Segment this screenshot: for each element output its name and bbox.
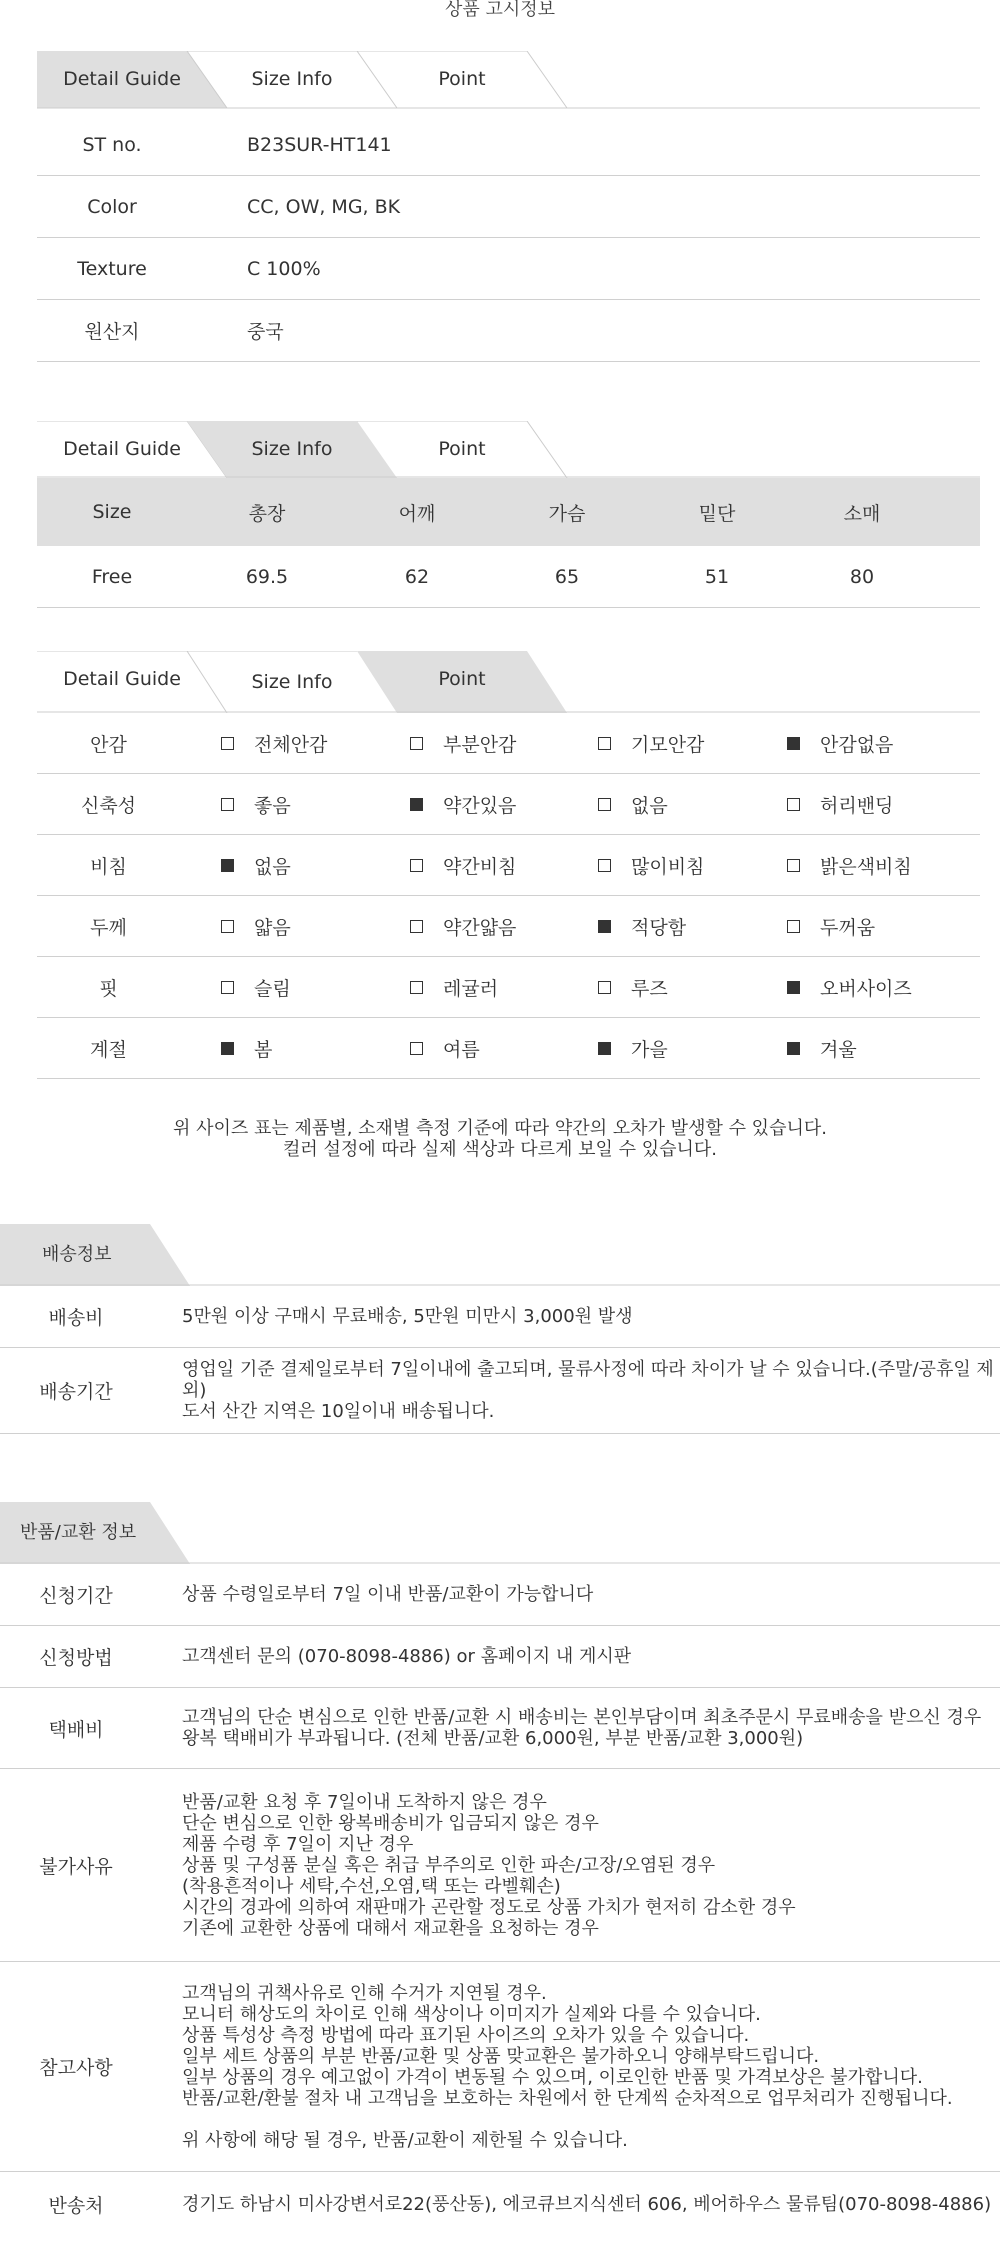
info-key: 택배비 [48,1718,104,1741]
point-option-label: 약간비침 [443,855,517,878]
size-table-row [37,546,980,608]
checked-box-icon [598,920,611,933]
checked-box-icon [221,1042,234,1055]
point-option-label: 부분안감 [443,733,517,756]
info-row [0,1769,1000,1962]
point-option [221,791,291,818]
point-row [37,835,980,896]
point-option [598,913,686,940]
detail-value: CC, OW, MG, BK [247,195,401,218]
size-cell: 51 [704,565,730,588]
unchecked-box-icon [221,798,234,811]
point-option-label: 적당함 [631,916,687,939]
point-key: 안감 [90,733,127,756]
point-row [37,896,980,957]
point-option-label: 루즈 [631,977,668,1000]
size-header-cell: 가슴 [548,502,586,525]
point-option [410,1035,480,1062]
point-option [410,974,498,1001]
point-option-label: 겨울 [820,1038,857,1061]
returns-title: 반품/교환 정보 [20,1522,137,1543]
size-note-2: 컬러 설정에 따라 실제 색상과 다르게 보일 수 있습니다. [282,1139,718,1160]
point-option-label: 약간있음 [443,794,517,817]
header-shape [0,1502,1000,1564]
detail-value: C 100% [247,257,321,280]
point-option-label: 많이비침 [631,855,705,878]
info-row [0,1348,1000,1434]
point-key: 비침 [90,855,127,878]
detail-key: Texture [77,257,147,280]
page-title: 상품 고시정보 [444,0,556,20]
point-section [37,651,980,1079]
detail-row [37,114,980,176]
point-option [598,1035,668,1062]
point-option [787,791,893,818]
point-option [787,852,912,879]
info-key: 신청방법 [39,1647,113,1669]
unchecked-box-icon [410,1042,423,1055]
detail-guide-section [37,51,980,362]
info-value: 고객님의 단순 변심으로 인한 반품/교환 시 배송비는 본인부담이며 최초주문시 무료배송을 받으신 경우 왕복 택배비가 부과됩니다. (전체 반품/교환 6,000원, 부분 반품/교환 3,000원) [182,1707,982,1749]
point-option [787,913,875,940]
unchecked-box-icon [221,981,234,994]
size-cell: 80 [849,565,875,588]
info-value: 고객센터 문의 (070-8098-4886) or 홈페이지 내 게시판 [182,1646,632,1667]
info-row [0,1688,1000,1769]
shipping-title: 배송정보 [42,1244,112,1265]
point-option-label: 허리밴딩 [820,794,894,817]
point-option [598,974,668,1001]
checked-box-icon [787,737,800,750]
info-row [0,1962,1000,2172]
checked-box-icon [787,1042,800,1055]
point-key: 신축성 [80,794,137,817]
unchecked-box-icon [598,798,611,811]
point-option [221,913,291,940]
info-value: 경기도 하남시 미사강변서로22(풍산동), 에코큐브지식센터 606, 베어하우스 물류팀(070-8098-4886) [182,2193,992,2215]
point-row [37,713,980,774]
unchecked-box-icon [598,859,611,872]
info-row [0,2172,1000,2236]
point-key: 핏 [99,977,118,1000]
detail-value: B23SUR-HT141 [247,133,392,156]
point-key: 계절 [90,1038,127,1061]
unchecked-box-icon [221,737,234,750]
checked-box-icon [787,981,800,994]
point-option-label: 오버사이즈 [820,977,912,1000]
point-option-label: 밝은색비침 [820,855,912,878]
unchecked-box-icon [598,981,611,994]
detail-value: 중국 [247,321,284,343]
info-key: 배송기간 [39,1381,113,1403]
info-value: 영업일 기준 결제일로부터 7일이내에 출고되며, 물류사정에 따라 차이가 날 수 있습니다.(주말/공휴일 제외) 도서 산간 지역은 10일이내 배송됩니다. [182,1359,994,1422]
size-cell: Free [91,565,133,588]
tab-bar [37,51,980,113]
unchecked-box-icon [410,981,423,994]
size-note-1: 위 사이즈 표는 제품별, 소재별 측정 기준에 따라 약간의 오차가 발생할 수 있습니다. [173,1118,827,1139]
tab-point[interactable]: Point [438,438,486,460]
size-table-header [37,478,980,546]
info-row [0,1286,1000,1348]
point-option-label: 안감없음 [820,733,894,756]
detail-key: 원산지 [84,321,140,343]
size-header-cell: 소매 [843,502,881,525]
point-option [787,730,893,757]
point-row [37,774,980,835]
info-key: 신청기간 [39,1585,113,1607]
unchecked-box-icon [221,920,234,933]
size-header-cell: 어깨 [398,502,436,525]
unchecked-box-icon [787,798,800,811]
shipping-header [0,1224,1000,1286]
unchecked-box-icon [787,920,800,933]
tab-point[interactable]: Point [438,668,486,690]
size-cell: 69.5 [245,565,289,588]
info-key: 배송비 [48,1307,104,1329]
point-row [37,1018,980,1079]
point-option-label: 여름 [443,1038,480,1061]
detail-row [37,238,980,300]
info-key: 반송처 [48,2194,104,2217]
point-option-label: 없음 [631,794,668,817]
size-header-cell: Size [92,501,132,523]
point-option [221,730,327,757]
tab-bar [37,651,980,713]
tab-point[interactable]: Point [438,68,486,90]
point-key: 두께 [90,916,127,939]
detail-row [37,176,980,238]
point-grid [37,713,980,1079]
size-info-section [37,421,980,608]
tab-size-info[interactable]: Size Info [251,68,333,90]
detail-key: Color [87,195,137,218]
unchecked-box-icon [598,737,611,750]
info-row [0,1626,1000,1688]
point-option-label: 좋음 [254,794,291,817]
tab-size-info[interactable]: Size Info [251,438,333,460]
shipping-section [0,1224,1000,1434]
point-option-label: 약간얇음 [443,916,517,939]
detail-row [37,300,980,362]
point-option-label: 봄 [254,1038,273,1061]
returns-header [0,1502,1000,1564]
header-shape [0,1224,1000,1286]
point-option [410,791,516,818]
point-option [787,1035,857,1062]
size-header-cell: 밑단 [698,502,736,525]
size-header-cell: 총장 [248,502,286,525]
unchecked-box-icon [410,737,423,750]
info-value: 5만원 이상 구매시 무료배송, 5만원 미만시 3,000원 발생 [182,1306,633,1327]
point-option-label: 기모안감 [631,733,705,756]
point-option-label: 가을 [631,1038,668,1061]
point-option [221,1035,272,1062]
point-option-label: 레귤러 [443,977,499,1000]
info-value: 고객님의 귀책사유로 인해 수거가 지연될 경우. 모니터 해상도의 차이로 인해 색상이나 이미지가 실제와 다를 수 있습니다. 상품 특성상 측정 방법에 따라 표기된 사이즈의 오차가 있을 수 있습니다. 일부 세트 상품의 부분 반품/교환 및 상품 맞교환은 불가하오니 양해부탁드립니다. 일부 상품의 경우 예고없이 가격이 변동될 수 있으며, 이로인한 반품 및 가격보상은 불가합니다. 반품/교환/환불 절차 내 고객님을 보호하는 차원에서 한 단계씩 순차적으로 업무처리가 진행됩니다. 위 사항에 해당 될 경우, 반품/교환이 제한될 수 있습니다. [182,1982,953,2151]
unchecked-box-icon [410,859,423,872]
point-option [410,913,516,940]
checked-box-icon [221,859,234,872]
point-option-label: 두꺼움 [820,916,876,939]
size-cell: 65 [554,565,580,588]
point-option-label: 슬림 [254,977,291,1000]
point-option [598,791,668,818]
point-option-label: 없음 [254,855,291,878]
point-option-label: 전체안감 [254,733,328,756]
point-option [598,852,704,879]
point-option-label: 얇음 [254,916,291,939]
tab-detail-guide[interactable]: Detail Guide [63,68,181,90]
info-row [0,1564,1000,1626]
info-value: 반품/교환 요청 후 7일이내 도착하지 않은 경우 단순 변심으로 인한 왕복배송비가 입금되지 않은 경우 제품 수령 후 7일이 지난 경우 상품 및 구성품 분실 혹은 취급 부주의로 인한 파손/고장/오염된 경우 (착용흔적이나 세탁,수선,오염,택 또는 라벨훼손) 시간의 경과에 의하여 재판매가 곤란할 정도로 상품 가치가 현저히 감소한 경우 기존에 교환한 상품에 대해서 재교환을 요청하는 경우 [182,1791,796,1939]
info-value: 상품 수령일로부터 7일 이내 반품/교환이 가능합니다 [182,1584,594,1605]
unchecked-box-icon [410,920,423,933]
tab-detail-guide[interactable]: Detail Guide [63,438,181,460]
point-option [221,852,291,879]
checked-box-icon [598,1042,611,1055]
tab-size-info[interactable]: Size Info [251,671,333,693]
checked-box-icon [410,798,423,811]
point-row [37,957,980,1018]
unchecked-box-icon [787,859,800,872]
detail-key: ST no. [82,133,142,156]
tab-bar [37,421,980,478]
tab-detail-guide[interactable]: Detail Guide [63,668,181,690]
point-option [410,730,516,757]
size-cell: 62 [404,565,430,588]
point-option [787,974,912,1001]
point-option [598,730,704,757]
returns-section [0,1502,1000,2236]
info-key: 참고사항 [39,2057,113,2079]
point-option [410,852,516,879]
point-option [221,974,291,1001]
info-key: 불가사유 [39,1855,113,1878]
